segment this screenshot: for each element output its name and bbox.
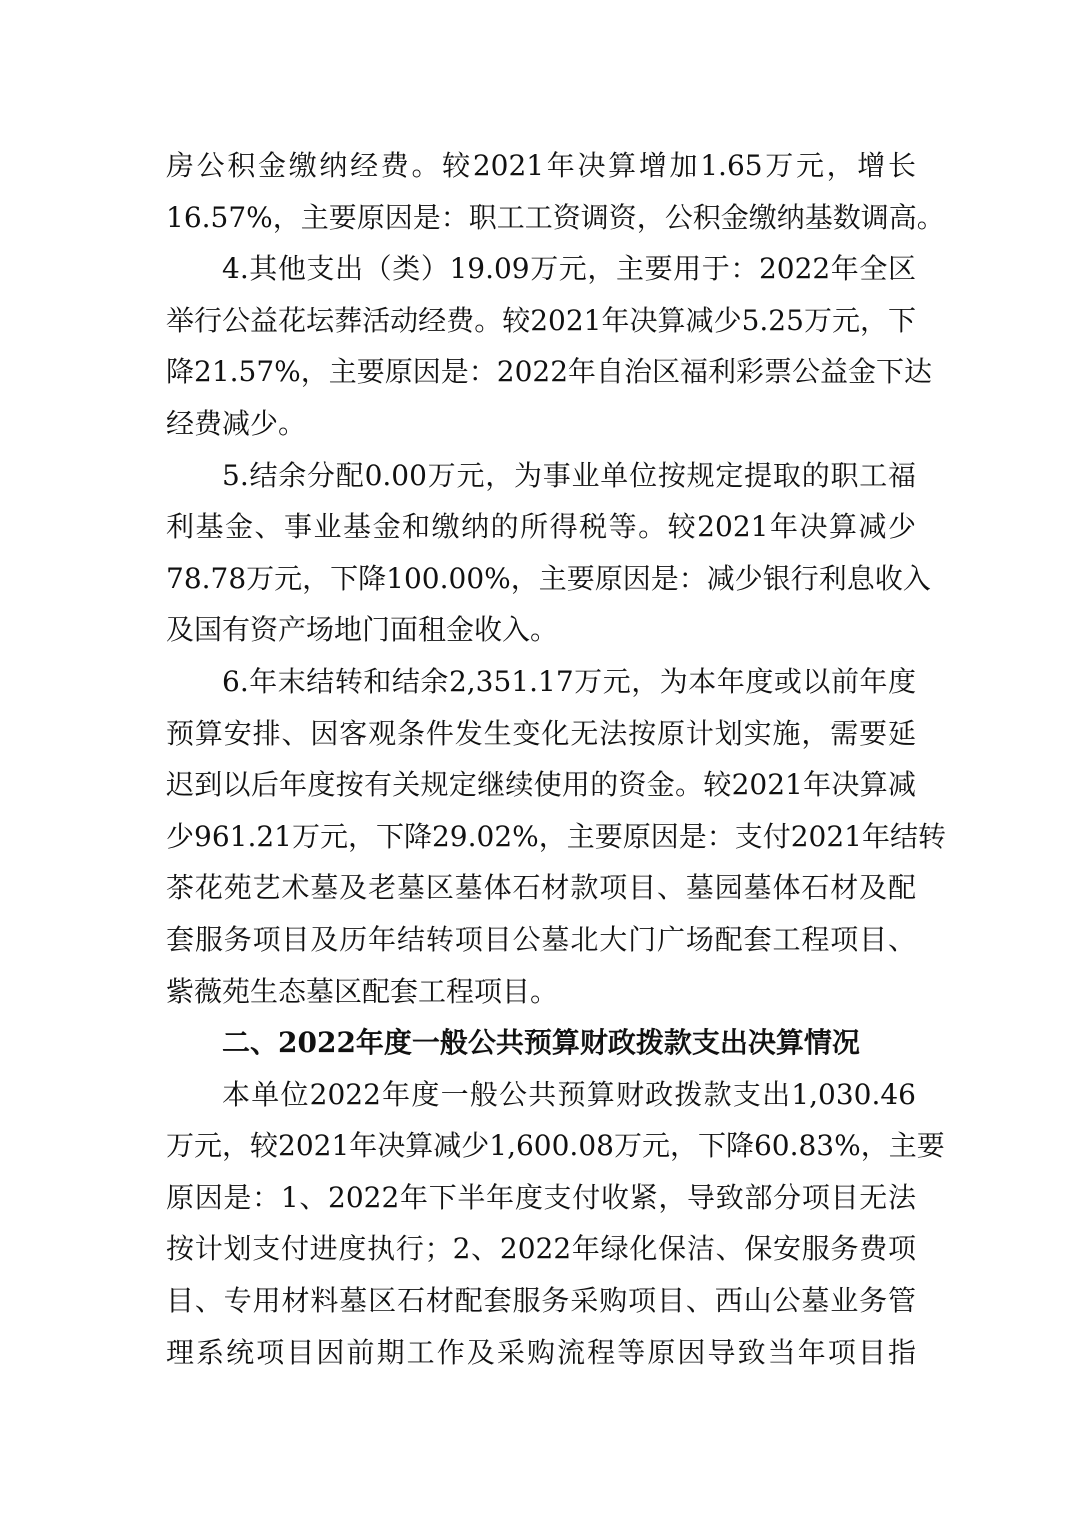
body-text-line: 迟到以后年度按有关规定继续使用的资金。较2021年决算减 — [166, 768, 916, 802]
body-text-line: 利基金、事业基金和缴纳的所得税等。较2021年决算减少 — [166, 510, 916, 544]
document-page — [166, 140, 946, 1378]
paragraph-item-5: 5.结余分配0.00万元，为事业单位按规定提取的职工福 — [222, 458, 916, 492]
paragraph-item-6: 6.年末结转和结余2,351.17万元，为本年度或以前年度 — [222, 664, 916, 698]
body-text-line: 按计划支付进度执行；2、2022年绿化保洁、保安服务费项 — [166, 1232, 916, 1266]
body-text-line: 降21.57%，主要原因是：2022年自治区福利彩票公益金下达 — [166, 355, 933, 389]
body-text-line: 房公积金缴纳经费。较2021年决算增加1.65万元，增长 — [166, 149, 916, 182]
body-text-line: 78.78万元，下降100.00%，主要原因是：减少银行利息收入 — [166, 561, 931, 595]
body-text-line: 原因是：1、2022年下半年度支付收紧，导致部分项目无法 — [166, 1180, 916, 1214]
body-text-line: 万元，较2021年决算减少1,600.08万元，下降60.83%，主要 — [166, 1129, 945, 1163]
section-heading: 二、2022年度一般公共预算财政拨款支出决算情况 — [222, 1026, 860, 1060]
body-text-line: 及国有资产场地门面租金收入。 — [166, 613, 559, 647]
body-text-line: 紫薇苑生态墓区配套工程项目。 — [166, 974, 559, 1008]
paragraph-item-4: 4.其他支出（类）19.09万元，主要用于：2022年全区 — [222, 252, 916, 286]
body-text-line: 目、专用材料墓区石材配套服务采购项目、西山公墓业务管 — [166, 1284, 916, 1318]
section-body-line: 本单位2022年度一般公共预算财政拨款支出1,030.46 — [222, 1077, 916, 1111]
body-text-line: 套服务项目及历年结转项目公墓北大门广场配套工程项目、 — [166, 922, 916, 956]
body-text-line: 举行公益花坛葬活动经费。较2021年决算减少5.25万元，下 — [166, 303, 916, 337]
body-text-line: 理系统项目因前期工作及采购流程等原因导致当年项目指 — [166, 1335, 916, 1369]
body-text-line: 预算安排、因客观条件发生变化无法按原计划实施，需要延 — [166, 716, 916, 750]
body-text-line: 经费减少。 — [166, 406, 307, 440]
body-text-line: 茶花苑艺术墓及老墓区墓体石材款项目、墓园墓体石材及配 — [166, 871, 916, 905]
body-text-line: 16.57%，主要原因是：职工工资调资，公积金缴纳基数调高。 — [166, 200, 945, 234]
body-text-line: 少961.21万元，下降29.02%，主要原因是：支付2021年结转 — [166, 819, 946, 853]
